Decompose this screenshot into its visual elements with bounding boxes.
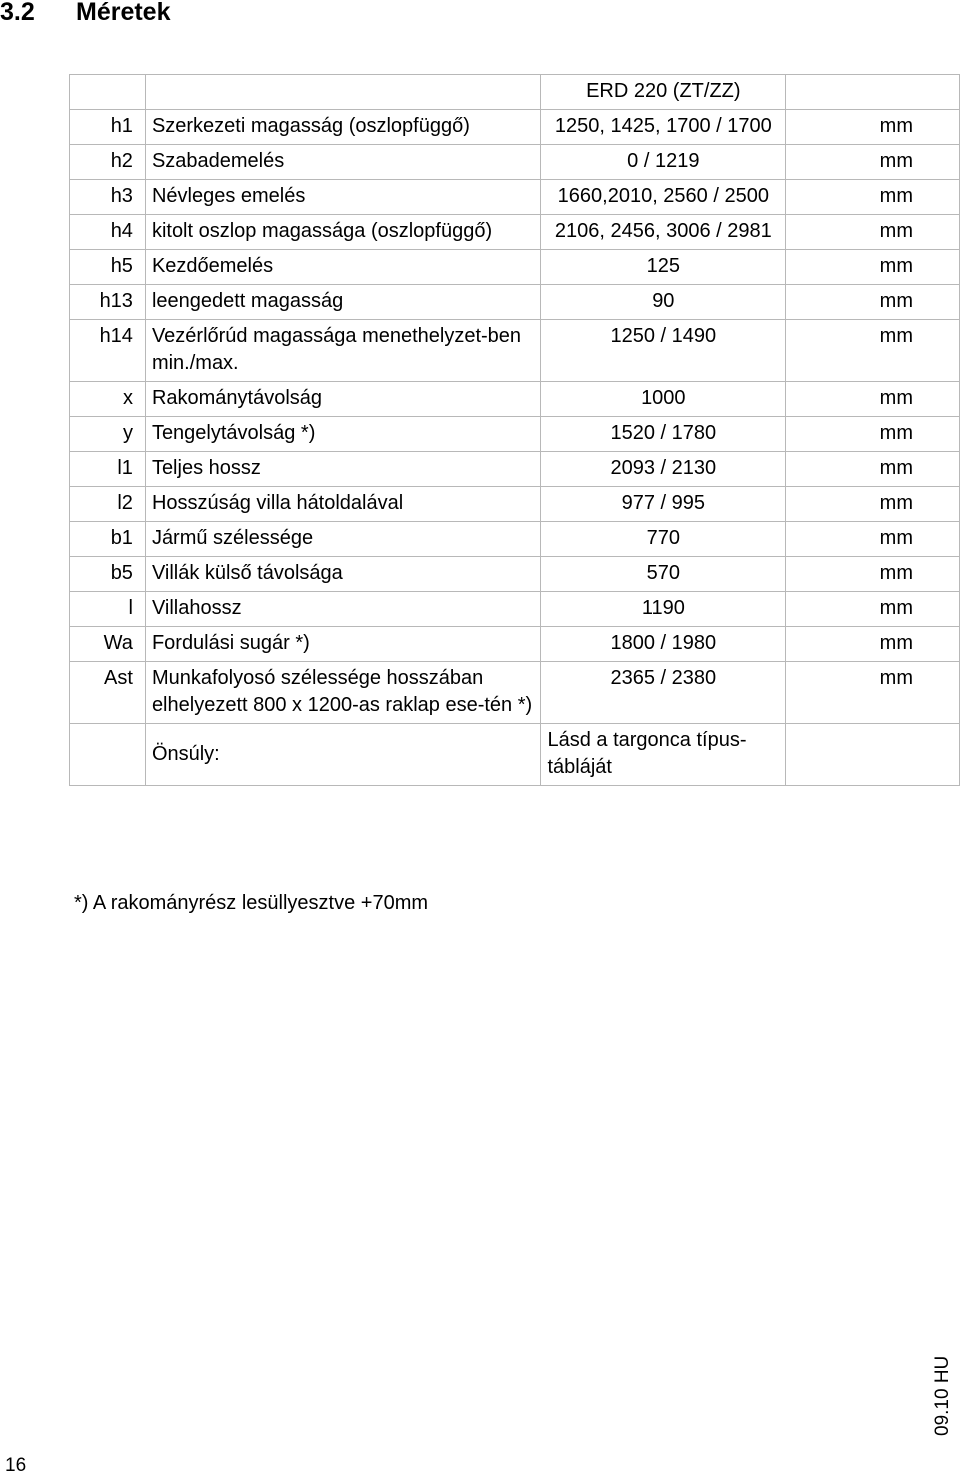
row-unit: mm <box>786 285 960 320</box>
row-unit: mm <box>786 627 960 662</box>
row-code: x <box>70 382 146 417</box>
table-row <box>70 215 960 250</box>
row-unit: mm <box>786 250 960 285</box>
row-description: Névleges emelés <box>145 180 541 215</box>
section-title: Méretek <box>76 0 171 26</box>
row-value: 570 <box>541 557 786 592</box>
row-description: Tengelytávolság *) <box>145 417 541 452</box>
row-value: 1250 / 1490 <box>541 320 786 382</box>
row-description: leengedett magasság <box>145 285 541 320</box>
row-value: 2106, 2456, 3006 / 2981 <box>541 215 786 250</box>
row-code: b5 <box>70 557 146 592</box>
header-empty-cell <box>145 75 541 110</box>
row-description: Szerkezeti magasság (oszlopfüggő) <box>145 110 541 145</box>
row-unit: mm <box>786 145 960 180</box>
row-code: h2 <box>70 145 146 180</box>
row-description: kitolt oszlop magassága (oszlopfüggő) <box>145 215 541 250</box>
weight-row <box>70 724 960 786</box>
row-value: 90 <box>541 285 786 320</box>
row-code: h13 <box>70 285 146 320</box>
table-header-row <box>70 75 960 110</box>
row-code: l <box>70 592 146 627</box>
row-value: 125 <box>541 250 786 285</box>
row-unit: mm <box>786 320 960 382</box>
table-row <box>70 180 960 215</box>
table-row <box>70 250 960 285</box>
row-unit: mm <box>786 592 960 627</box>
header-empty-cell <box>70 75 146 110</box>
edition-label: 09.10 HU <box>932 1355 953 1436</box>
row-value: 977 / 995 <box>541 487 786 522</box>
row-code: h1 <box>70 110 146 145</box>
row-unit: mm <box>786 180 960 215</box>
row-unit: mm <box>786 417 960 452</box>
table-row <box>70 417 960 452</box>
row-code: Ast <box>70 662 146 724</box>
table-row <box>70 285 960 320</box>
row-code: l2 <box>70 487 146 522</box>
row-description: Villahossz <box>145 592 541 627</box>
row-unit: mm <box>786 557 960 592</box>
row-unit: mm <box>786 522 960 557</box>
row-unit: mm <box>786 452 960 487</box>
row-code: h3 <box>70 180 146 215</box>
table-row <box>70 557 960 592</box>
row-unit: mm <box>786 215 960 250</box>
table-row <box>70 662 960 724</box>
row-description: Hosszúság villa hátoldalával <box>145 487 541 522</box>
row-code: Wa <box>70 627 146 662</box>
row-unit <box>786 724 960 786</box>
row-description: Szabademelés <box>145 145 541 180</box>
table-row <box>70 145 960 180</box>
header-empty-cell <box>786 75 960 110</box>
weight-label: Önsúly: <box>145 724 541 786</box>
row-description: Villák külső távolsága <box>145 557 541 592</box>
row-description: Kezdőemelés <box>145 250 541 285</box>
row-unit: mm <box>786 110 960 145</box>
footnote: *) A rakományrész lesüllyesztve +70mm <box>74 892 429 914</box>
section-heading <box>0 0 171 27</box>
page-number: 16 <box>5 1455 27 1476</box>
row-value: 2093 / 2130 <box>541 452 786 487</box>
row-description: Rakománytávolság <box>145 382 541 417</box>
row-code <box>70 724 146 786</box>
weight-value: Lásd a targonca típus-tábláját <box>541 724 786 786</box>
model-header: ERD 220 (ZT/ZZ) <box>541 75 786 110</box>
table-row <box>70 452 960 487</box>
row-value: 1660,2010, 2560 / 2500 <box>541 180 786 215</box>
row-description: Munkafolyosó szélessége hosszában elhelyezett 800 x 1200-as raklap ese-tén *) <box>145 662 541 724</box>
row-code: h4 <box>70 215 146 250</box>
table-row <box>70 320 960 382</box>
row-value: 2365 / 2380 <box>541 662 786 724</box>
row-unit: mm <box>786 382 960 417</box>
table-row <box>70 110 960 145</box>
table-row <box>70 592 960 627</box>
row-description: Vezérlőrúd magassága menethelyzet-ben min./max. <box>145 320 541 382</box>
row-value: 770 <box>541 522 786 557</box>
row-code: y <box>70 417 146 452</box>
row-code: h14 <box>70 320 146 382</box>
row-value: 1250, 1425, 1700 / 1700 <box>541 110 786 145</box>
row-unit: mm <box>786 662 960 724</box>
table-row <box>70 522 960 557</box>
row-value: 1520 / 1780 <box>541 417 786 452</box>
row-value: 1800 / 1980 <box>541 627 786 662</box>
row-value: 1000 <box>541 382 786 417</box>
section-number: 3.2 <box>0 0 35 26</box>
row-description: Jármű szélessége <box>145 522 541 557</box>
row-code: b1 <box>70 522 146 557</box>
row-value: 0 / 1219 <box>541 145 786 180</box>
row-value: 1190 <box>541 592 786 627</box>
row-unit: mm <box>786 487 960 522</box>
row-code: l1 <box>70 452 146 487</box>
row-code: h5 <box>70 250 146 285</box>
table-row <box>70 487 960 522</box>
row-description: Fordulási sugár *) <box>145 627 541 662</box>
row-description: Teljes hossz <box>145 452 541 487</box>
table-row <box>70 382 960 417</box>
dimensions-table <box>69 74 960 786</box>
table-row <box>70 627 960 662</box>
